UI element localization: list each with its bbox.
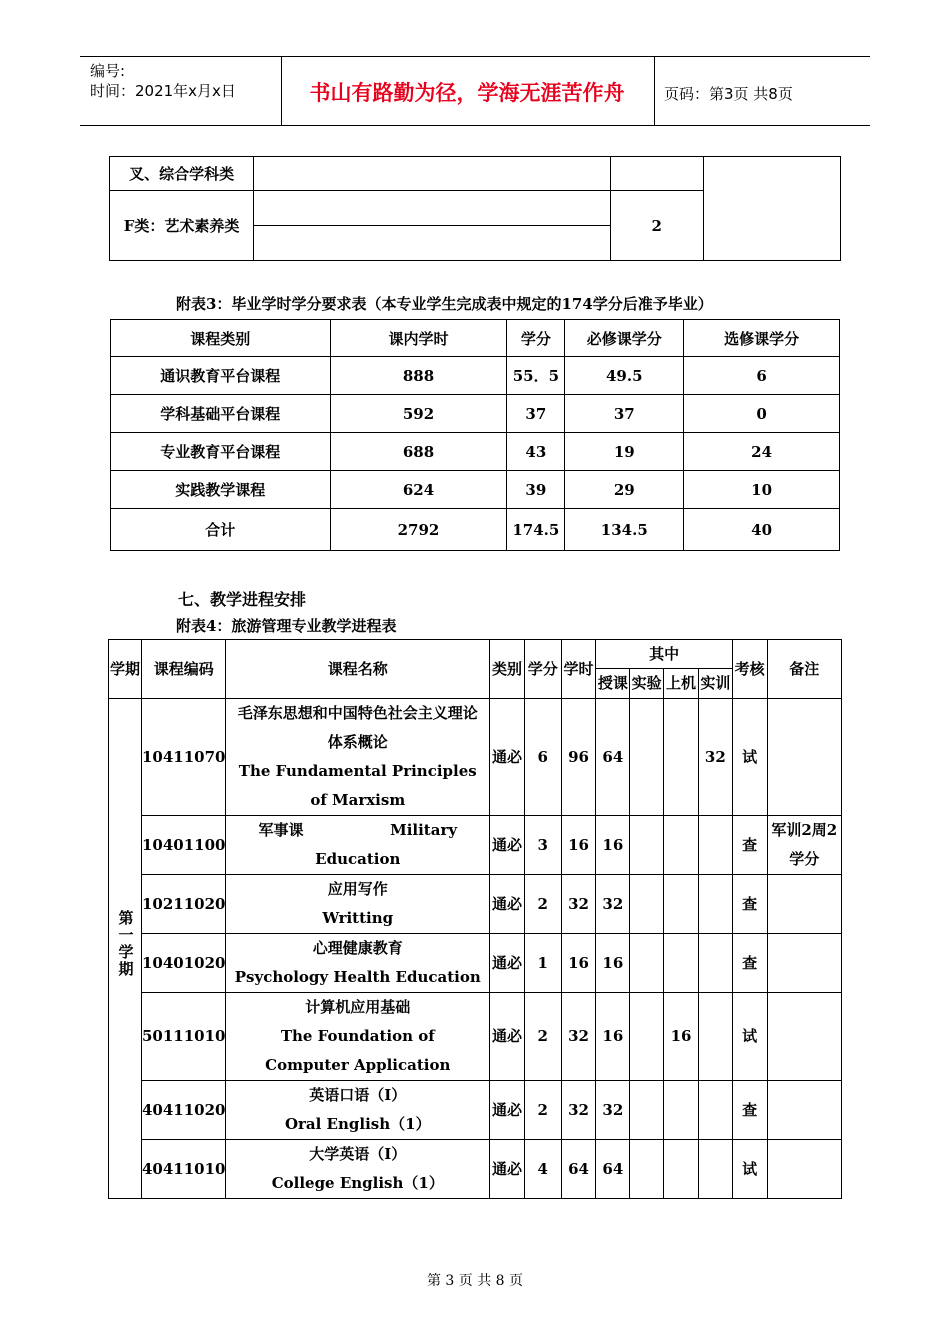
table-cell: 174.5 — [507, 509, 565, 551]
table-row — [111, 433, 840, 471]
column-header: 其中 — [596, 640, 732, 669]
header-motto: 书山有路勤为径，学海无涯苦作舟 — [309, 81, 625, 105]
header-page-info: 页码：第3页 共8页 — [664, 85, 793, 103]
course-lecture: 16 — [596, 934, 630, 993]
course-name — [226, 875, 490, 934]
course-experiment — [630, 993, 664, 1081]
course-hours: 32 — [561, 1081, 596, 1140]
course-type: 通必 — [490, 1140, 525, 1199]
course-name — [226, 934, 490, 993]
course-code: 10211020 — [141, 875, 226, 934]
column-header: 备注 — [767, 640, 841, 699]
table-row — [111, 357, 840, 395]
course-name-cn: 毛泽东思想和中国特色社会主义理论体系概论 — [237, 704, 478, 751]
course-note — [767, 875, 841, 934]
course-name-en-part: Military — [390, 821, 458, 839]
course-exam: 试 — [732, 993, 767, 1081]
table-row — [109, 993, 842, 1081]
course-type: 通必 — [490, 875, 525, 934]
course-name-cn: 军事课 — [258, 821, 304, 839]
table-row — [111, 471, 840, 509]
table-cell: 10 — [684, 471, 840, 509]
table-cell: 688 — [330, 433, 507, 471]
column-header: 实验 — [630, 669, 664, 699]
course-hours: 32 — [561, 993, 596, 1081]
course-credit: 6 — [524, 699, 561, 816]
doc-number-label: 编号: — [90, 62, 126, 80]
course-computer — [664, 934, 699, 993]
category-credit: 2 — [610, 191, 703, 261]
course-name — [226, 993, 490, 1081]
course-code: 40411020 — [141, 1081, 226, 1140]
course-credit: 3 — [524, 816, 561, 875]
course-credit: 2 — [524, 875, 561, 934]
course-exam: 查 — [732, 1081, 767, 1140]
course-experiment — [630, 1081, 664, 1140]
course-experiment — [630, 699, 664, 816]
category-content — [254, 157, 610, 191]
column-header: 课程编码 — [141, 640, 226, 699]
course-practice — [698, 1140, 732, 1199]
course-lecture: 16 — [596, 993, 630, 1081]
course-lecture: 64 — [596, 1140, 630, 1199]
table-row — [110, 157, 841, 191]
category-label: F类：艺术素养类 — [110, 191, 254, 261]
course-name-en: Psychology Health Education — [234, 968, 481, 986]
course-name-cn: 应用写作 — [327, 880, 388, 898]
course-note — [767, 699, 841, 816]
column-header: 课程类别 — [111, 320, 331, 357]
table-cell: 37 — [507, 395, 565, 433]
course-note — [767, 934, 841, 993]
table-cell: 0 — [684, 395, 840, 433]
course-name-en-part: Education — [315, 850, 401, 868]
course-experiment — [630, 1140, 664, 1199]
table-row — [109, 816, 842, 875]
course-hours: 64 — [561, 1140, 596, 1199]
table-cell: 592 — [330, 395, 507, 433]
course-type: 通必 — [490, 993, 525, 1081]
term-cell — [109, 699, 142, 1199]
course-type: 通必 — [490, 934, 525, 993]
course-computer — [664, 1140, 699, 1199]
course-note — [767, 1140, 841, 1199]
table-cell: 134.5 — [565, 509, 684, 551]
course-exam: 查 — [732, 934, 767, 993]
table-row — [109, 934, 842, 993]
course-exam: 试 — [732, 1140, 767, 1199]
column-header: 上机 — [664, 669, 699, 699]
column-header: 学期 — [109, 640, 142, 699]
course-name-cn: 计算机应用基础 — [305, 998, 411, 1016]
course-computer: 16 — [664, 993, 699, 1081]
course-experiment — [630, 816, 664, 875]
course-credit: 1 — [524, 934, 561, 993]
teaching-schedule-table — [108, 639, 842, 1199]
course-experiment — [630, 875, 664, 934]
course-name — [226, 816, 490, 875]
course-computer — [664, 875, 699, 934]
course-lecture: 64 — [596, 699, 630, 816]
course-hours: 16 — [561, 816, 596, 875]
header-left — [90, 61, 236, 101]
course-type: 通必 — [490, 699, 525, 816]
course-code: 50111010 — [141, 993, 226, 1081]
course-type: 通必 — [490, 816, 525, 875]
column-header: 考核 — [732, 640, 767, 699]
course-lecture: 16 — [596, 816, 630, 875]
course-credit: 2 — [524, 1081, 561, 1140]
table-row — [111, 395, 840, 433]
course-computer — [664, 816, 699, 875]
course-code: 10401100 — [141, 816, 226, 875]
course-code: 10401020 — [141, 934, 226, 993]
table-cell: 通识教育平台课程 — [111, 357, 331, 395]
table-cell: 49.5 — [565, 357, 684, 395]
column-header: 学时 — [561, 640, 596, 699]
column-header: 实训 — [698, 669, 732, 699]
table-cell: 40 — [684, 509, 840, 551]
section-title: 七、教学进程安排 — [178, 590, 307, 609]
table-cell: 39 — [507, 471, 565, 509]
course-name-cn: 英语口语（I） — [309, 1086, 407, 1104]
category-label: 叉、综合学科类 — [110, 157, 254, 191]
table-cell: 专业教育平台课程 — [111, 433, 331, 471]
course-computer — [664, 699, 699, 816]
column-header: 授课 — [596, 669, 630, 699]
course-name-line — [234, 816, 481, 845]
course-name-cn: 大学英语（I） — [309, 1145, 407, 1163]
graduation-credit-table — [110, 319, 840, 551]
column-header: 课内学时 — [330, 320, 507, 357]
table-cell: 实践教学课程 — [111, 471, 331, 509]
table-row — [109, 699, 842, 816]
course-lecture: 32 — [596, 875, 630, 934]
table-cell: 43 — [507, 433, 565, 471]
course-name — [226, 1081, 490, 1140]
course-note — [767, 993, 841, 1081]
table-cell: 19 — [565, 433, 684, 471]
course-code: 40411010 — [141, 1140, 226, 1199]
table-cell: 2792 — [330, 509, 507, 551]
course-code: 10411070 — [141, 699, 226, 816]
course-note: 军训2周2学分 — [767, 816, 841, 875]
course-computer — [664, 1081, 699, 1140]
course-hours: 32 — [561, 875, 596, 934]
table-header-row — [111, 320, 840, 357]
column-header: 课程名称 — [226, 640, 490, 699]
course-exam: 查 — [732, 875, 767, 934]
table-cell: 624 — [330, 471, 507, 509]
category-content — [254, 191, 610, 261]
course-name-en: The Foundation of Computer Application — [265, 1027, 451, 1074]
table-cell: 37 — [565, 395, 684, 433]
term-label: 第一学期 — [116, 909, 135, 978]
course-practice — [698, 993, 732, 1081]
doc-time-label: 时间：2021年x月x日 — [90, 82, 236, 100]
column-header: 选修课学分 — [684, 320, 840, 357]
table-row — [109, 875, 842, 934]
course-practice: 32 — [698, 699, 732, 816]
course-name-en: College English（1） — [271, 1174, 444, 1192]
table-cell: 29 — [565, 471, 684, 509]
column-header: 学分 — [507, 320, 565, 357]
table-cell: 6 — [684, 357, 840, 395]
course-lecture: 32 — [596, 1081, 630, 1140]
table-cell: 888 — [330, 357, 507, 395]
course-practice — [698, 934, 732, 993]
course-hours: 96 — [561, 699, 596, 816]
page-header — [80, 56, 870, 126]
page-footer: 第 3 页 共 8 页 — [426, 1273, 524, 1289]
table2-caption: 附表3：毕业学时学分要求表（本专业学生完成表中规定的174学分后准予毕业） — [176, 295, 713, 313]
course-note — [767, 1081, 841, 1140]
course-credit: 2 — [524, 993, 561, 1081]
course-experiment — [630, 934, 664, 993]
inner-divider — [254, 225, 609, 226]
header-divider — [654, 57, 655, 125]
course-name — [226, 1140, 490, 1199]
course-exam: 查 — [732, 816, 767, 875]
course-name-cn: 心理健康教育 — [312, 939, 403, 957]
course-practice — [698, 816, 732, 875]
table-cell: 学科基础平台课程 — [111, 395, 331, 433]
course-hours: 16 — [561, 934, 596, 993]
column-header: 类别 — [490, 640, 525, 699]
course-credit: 4 — [524, 1140, 561, 1199]
course-name-en: Writting — [322, 909, 394, 927]
table3-caption: 附表4：旅游管理专业教学进程表 — [176, 617, 397, 635]
course-name-en: Oral English（1） — [284, 1115, 431, 1133]
table-row — [109, 1140, 842, 1199]
category-credit — [610, 157, 703, 191]
table-row — [109, 1081, 842, 1140]
course-type: 通必 — [490, 1081, 525, 1140]
course-practice — [698, 1081, 732, 1140]
table-cell: 55．5 — [507, 357, 565, 395]
table-header-row — [109, 640, 842, 669]
course-name — [226, 699, 490, 816]
course-name-en: The Fundamental Principles of Marxism — [238, 762, 477, 809]
table-cell: 合计 — [111, 509, 331, 551]
table-cell: 24 — [684, 433, 840, 471]
course-category-table — [109, 156, 841, 261]
column-header: 必修课学分 — [565, 320, 684, 357]
course-exam: 试 — [732, 699, 767, 816]
table-total-row — [111, 509, 840, 551]
column-header: 学分 — [524, 640, 561, 699]
category-note — [703, 157, 840, 261]
course-practice — [698, 875, 732, 934]
